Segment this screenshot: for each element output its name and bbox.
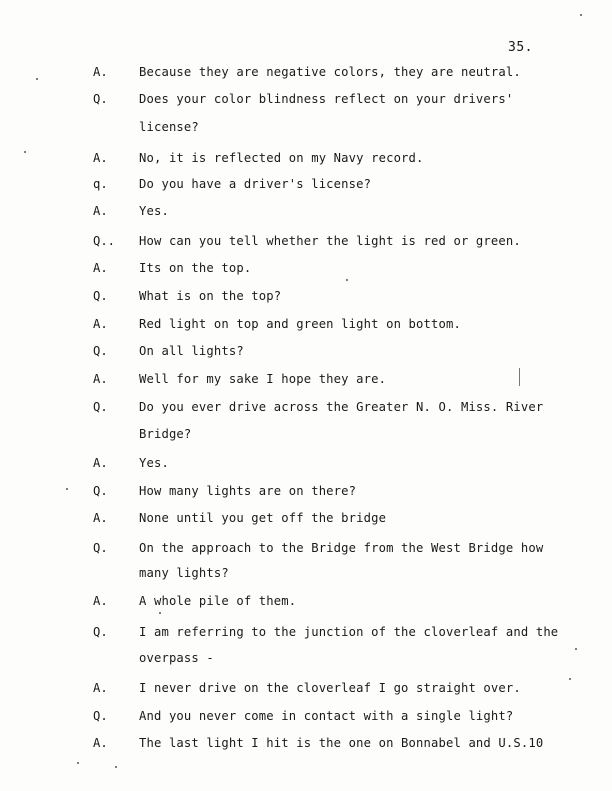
transcript-line (0, 62, 612, 82)
speaker-label: A. (93, 456, 108, 470)
testimony-text: How many lights are on there? (139, 484, 357, 498)
speaker-label: A. (93, 204, 108, 218)
scan-speck (36, 78, 38, 80)
testimony-text: Its on the top. (139, 261, 252, 275)
scan-speck (24, 151, 26, 153)
transcript-line (0, 622, 612, 642)
testimony-text: Because they are negative colors, they are neutral. (139, 65, 521, 79)
speaker-label: A. (93, 594, 108, 608)
testimony-text: license? (139, 120, 199, 134)
testimony-text: On all lights? (139, 344, 244, 358)
testimony-text: overpass - (139, 651, 214, 665)
transcript-line (0, 201, 612, 221)
testimony-text: I never drive on the cloverleaf I go straight over. (139, 681, 521, 695)
transcript-line (0, 341, 612, 361)
transcript-line (0, 314, 612, 334)
speaker-label: Q. (93, 541, 108, 555)
testimony-text: The last light I hit is the one on Bonnabel and U.S.10 (139, 736, 544, 750)
testimony-text: many lights? (139, 566, 229, 580)
transcript-line (0, 286, 612, 306)
transcript-line (0, 369, 612, 389)
speaker-label: Q. (93, 625, 108, 639)
speaker-label: Q. (93, 400, 108, 414)
speaker-label: A. (93, 372, 108, 386)
transcript-line (0, 706, 612, 726)
speaker-label: q. (93, 177, 108, 191)
speaker-label: Q. (93, 484, 108, 498)
testimony-text: I am referring to the junction of the cloverleaf and the (139, 625, 559, 639)
transcript-line (0, 648, 612, 668)
speaker-label: A. (93, 681, 108, 695)
speaker-label: Q. (93, 709, 108, 723)
speaker-label: A. (93, 65, 108, 79)
transcript-line (0, 538, 612, 558)
scan-speck (580, 14, 582, 16)
testimony-text: No, it is reflected on my Navy record. (139, 151, 424, 165)
scan-speck (66, 488, 68, 490)
speaker-label: Q.. (93, 234, 116, 248)
testimony-text: Red light on top and green light on bottom. (139, 317, 461, 331)
transcript-line (0, 481, 612, 501)
transcript-line (0, 733, 612, 753)
transcript-line (0, 89, 612, 109)
testimony-text: Do you have a driver's license? (139, 177, 372, 191)
transcript-line (0, 591, 612, 611)
testimony-text: Do you ever drive across the Greater N. O. Miss. River (139, 400, 544, 414)
transcript-line (0, 453, 612, 473)
transcript-line (0, 117, 612, 137)
transcript-line (0, 231, 612, 251)
scan-speck (575, 648, 577, 650)
transcript-line (0, 678, 612, 698)
testimony-text: On the approach to the Bridge from the West Bridge how (139, 541, 544, 555)
scan-speck (115, 766, 117, 768)
testimony-text: None until you get off the bridge (139, 511, 387, 525)
testimony-text: And you never come in contact with a single light? (139, 709, 514, 723)
transcript-line (0, 424, 612, 444)
scan-speck (77, 762, 79, 764)
testimony-text: What is on the top? (139, 289, 282, 303)
testimony-text: Does your color blindness reflect on your drivers' (139, 92, 514, 106)
transcript-line (0, 258, 612, 278)
margin-mark (519, 368, 520, 386)
transcript-line (0, 508, 612, 528)
page-number: 35. (508, 40, 533, 55)
scan-speck (159, 612, 161, 614)
transcript-line (0, 174, 612, 194)
speaker-label: Q. (93, 344, 108, 358)
speaker-label: A. (93, 511, 108, 525)
transcript-line (0, 397, 612, 417)
speaker-label: A. (93, 151, 108, 165)
speaker-label: Q. (93, 92, 108, 106)
scan-speck (346, 279, 348, 281)
testimony-text: Yes. (139, 456, 169, 470)
transcript-line (0, 563, 612, 583)
speaker-label: A. (93, 317, 108, 331)
testimony-text: Well for my sake I hope they are. (139, 372, 387, 386)
testimony-text: A whole pile of them. (139, 594, 297, 608)
scan-speck (569, 678, 571, 680)
testimony-text: Yes. (139, 204, 169, 218)
speaker-label: A. (93, 736, 108, 750)
speaker-label: A. (93, 261, 108, 275)
testimony-text: Bridge? (139, 427, 192, 441)
transcript-line (0, 148, 612, 168)
testimony-text: How can you tell whether the light is red or green. (139, 234, 521, 248)
speaker-label: Q. (93, 289, 108, 303)
